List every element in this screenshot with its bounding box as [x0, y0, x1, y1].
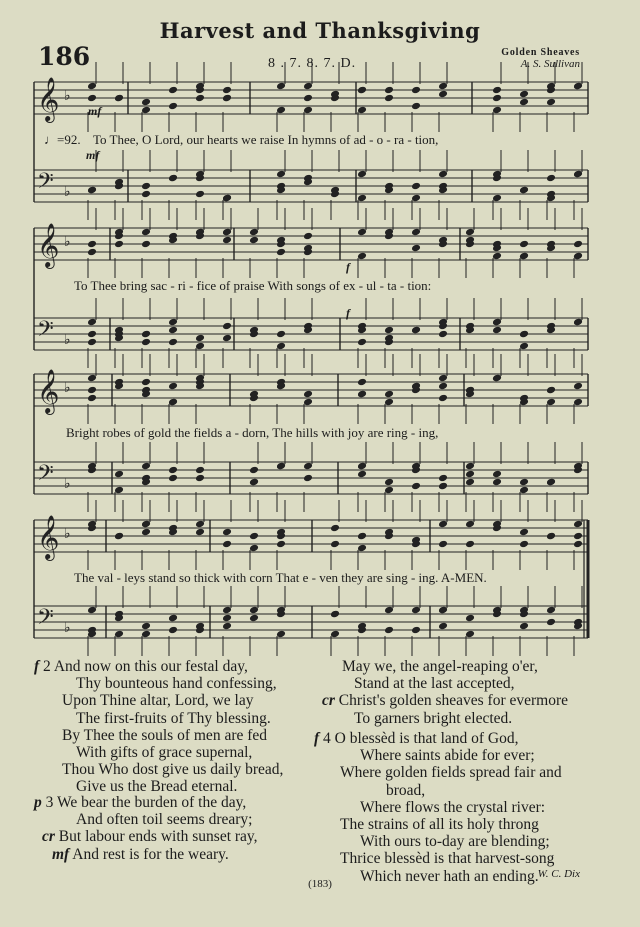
- note-head: [303, 232, 313, 241]
- note-head: [573, 240, 583, 249]
- lyric-line-2: To Thee bring sac - ri - fice of praise With songs of ex - ul - ta - tion:: [74, 278, 432, 293]
- verse-number: 2: [43, 658, 51, 675]
- note-head: [492, 106, 502, 115]
- note-head: [87, 606, 97, 615]
- bass-clef-icon: 𝄢: [37, 461, 54, 491]
- note-head: [222, 540, 232, 549]
- note-head: [357, 462, 367, 471]
- note-head: [195, 190, 205, 199]
- note-head: [384, 626, 394, 635]
- notes: [87, 62, 583, 656]
- note-head: [222, 622, 232, 631]
- note-head: [222, 228, 232, 237]
- verse-author: W. C. Dix: [537, 868, 580, 880]
- verse-line: To garners bright elected.: [354, 709, 513, 727]
- verse-line: The strains of all its holy throng: [340, 816, 539, 834]
- note-head: [330, 630, 340, 639]
- note-head: [357, 532, 367, 541]
- note-head: [438, 622, 448, 631]
- note-head: [546, 398, 556, 407]
- note-head: [276, 248, 286, 257]
- bass-clef-icon: 𝄢: [37, 169, 54, 199]
- note-head: [141, 462, 151, 471]
- verse-mark: p: [34, 794, 42, 811]
- verse-line: O blessèd is that land of God,: [334, 730, 519, 747]
- note-head: [573, 252, 583, 261]
- note-head: [357, 390, 367, 399]
- verse-line: broad,: [386, 781, 426, 799]
- verse-line: Where golden fields spread fair and: [340, 764, 562, 782]
- lyric-line-1: To Thee, O Lord, our hearts we raise In hymns of ad - o - ra - tion,: [93, 132, 439, 147]
- verse-line: With gifts of grace supernal,: [76, 744, 253, 762]
- note-head: [492, 470, 502, 479]
- note-head: [357, 338, 367, 347]
- note-head: [465, 630, 475, 639]
- note-head: [87, 186, 97, 195]
- note-head: [384, 478, 394, 487]
- note-head: [141, 98, 151, 107]
- note-head: [546, 618, 556, 627]
- note-head: [276, 342, 286, 351]
- note-head: [195, 520, 205, 529]
- flat-key-signature-icon: ♭: [64, 185, 71, 200]
- treble-clef-icon: 𝄞: [37, 223, 60, 267]
- note-head: [141, 528, 151, 537]
- hymn-title: Harvest and Thanksgiving: [159, 18, 481, 43]
- note-head: [492, 318, 502, 327]
- note-head: [411, 182, 421, 191]
- flat-key-signature-icon: ♭: [64, 621, 71, 636]
- note-head: [438, 482, 448, 491]
- dynamic-mf: mf: [88, 104, 102, 118]
- note-head: [519, 528, 529, 537]
- note-head: [465, 228, 475, 237]
- note-head: [411, 244, 421, 253]
- note-head: [222, 194, 232, 203]
- note-head: [492, 374, 502, 383]
- note-head: [303, 106, 313, 115]
- note-head: [438, 90, 448, 99]
- barlines: [34, 82, 588, 638]
- verse-mark: mf: [52, 845, 70, 863]
- note-head: [357, 106, 367, 115]
- note-head: [573, 532, 583, 541]
- verse-line: May we, the angel-reaping o'er,: [342, 658, 538, 675]
- note-head: [384, 486, 394, 495]
- note-head: [222, 94, 232, 103]
- verse-line: And often toil seems dreary;: [76, 811, 253, 829]
- verse-mark: cr: [42, 828, 55, 846]
- note-head: [276, 462, 286, 471]
- note-head: [465, 478, 475, 487]
- verse-line: And rest is for the weary.: [72, 845, 229, 863]
- note-head: [141, 520, 151, 529]
- note-head: [141, 378, 151, 387]
- note-head: [87, 386, 97, 395]
- note-head: [438, 82, 448, 91]
- note-head: [141, 240, 151, 249]
- note-head: [141, 190, 151, 199]
- note-head: [357, 252, 367, 261]
- note-head: [195, 466, 205, 475]
- note-head: [222, 86, 232, 95]
- hymn-number: 186: [38, 42, 91, 71]
- note-head: [411, 326, 421, 335]
- flat-key-signature-icon: ♭: [64, 235, 71, 250]
- note-head: [438, 520, 448, 529]
- note-head: [195, 342, 205, 351]
- note-head: [87, 94, 97, 103]
- flat-key-signature-icon: ♭: [64, 527, 71, 542]
- note-head: [249, 478, 259, 487]
- note-head: [384, 390, 394, 399]
- note-head: [276, 330, 286, 339]
- verse-number: 3: [45, 794, 54, 811]
- note-head: [141, 228, 151, 237]
- note-head: [411, 86, 421, 95]
- tune-name: Golden Sheaves: [501, 47, 580, 58]
- note-head: [546, 606, 556, 615]
- verse-line: By Thee the souls of men are fed: [62, 726, 268, 744]
- note-head: [357, 378, 367, 387]
- note-head: [87, 248, 97, 257]
- note-head: [249, 614, 259, 623]
- note-head: [222, 334, 232, 343]
- note-head: [384, 606, 394, 615]
- note-head: [573, 540, 583, 549]
- note-head: [357, 544, 367, 553]
- note-head: [114, 532, 124, 541]
- meter: 8 . 7. 8. 7. D.: [268, 56, 357, 71]
- dynamic-f-bass: f: [346, 306, 350, 320]
- page-number: (183): [308, 878, 332, 890]
- note-head: [411, 228, 421, 237]
- note-head: [519, 240, 529, 249]
- note-head: [465, 614, 475, 623]
- note-head: [438, 382, 448, 391]
- verse-line: Which never hath an ending.: [360, 867, 539, 885]
- note-head: [546, 98, 556, 107]
- note-head: [114, 630, 124, 639]
- note-head: [546, 174, 556, 183]
- note-head: [519, 252, 529, 261]
- note-head: [168, 466, 178, 475]
- note-head: [168, 174, 178, 183]
- note-head: [87, 240, 97, 249]
- note-head: [519, 478, 529, 487]
- flat-key-signature-icon: ♭: [64, 381, 71, 396]
- note-head: [303, 474, 313, 483]
- note-head: [249, 236, 259, 245]
- note-head: [222, 322, 232, 331]
- note-head: [357, 86, 367, 95]
- note-head: [114, 240, 124, 249]
- verse-line: Thou Who dost give us daily bread,: [62, 761, 284, 779]
- note-head: [519, 622, 529, 631]
- note-head: [249, 228, 259, 237]
- note-head: [411, 606, 421, 615]
- note-head: [249, 466, 259, 475]
- note-head: [141, 338, 151, 347]
- note-head: [141, 182, 151, 191]
- note-head: [276, 82, 286, 91]
- note-head: [303, 82, 313, 91]
- treble-clef-icon: 𝄞: [37, 369, 60, 413]
- verse-3-continued: [322, 658, 568, 727]
- note-head: [384, 94, 394, 103]
- note-head: [519, 342, 529, 351]
- note-head: [573, 520, 583, 529]
- note-head: [87, 338, 97, 347]
- dynamic-f: f: [346, 260, 350, 274]
- note-head: [330, 540, 340, 549]
- note-head: [438, 330, 448, 339]
- note-head: [330, 610, 340, 619]
- verse-line: We bear the burden of the day,: [56, 794, 247, 811]
- note-head: [519, 90, 529, 99]
- note-head: [438, 606, 448, 615]
- note-head: [168, 614, 178, 623]
- note-head: [87, 374, 97, 383]
- bass-clef-icon: 𝄢: [37, 317, 54, 347]
- note-head: [357, 228, 367, 237]
- note-head: [492, 252, 502, 261]
- note-head: [249, 532, 259, 541]
- dynamic-mf-bass: mf: [86, 148, 100, 162]
- note-head: [492, 194, 502, 203]
- note-head: [303, 398, 313, 407]
- note-head: [357, 470, 367, 479]
- note-head: [546, 386, 556, 395]
- note-head: [141, 106, 151, 115]
- note-head: [384, 86, 394, 95]
- verse-3: [34, 794, 258, 863]
- note-head: [168, 102, 178, 111]
- verse-line: Give us the Bread eternal.: [76, 778, 238, 796]
- note-head: [195, 94, 205, 103]
- note-head: [573, 382, 583, 391]
- flat-key-signature-icon: ♭: [64, 477, 71, 492]
- lyric-line-3: Bright robes of gold the fields a - dorn, The hills with joy are ring - ing,: [66, 425, 439, 440]
- note-head: [168, 474, 178, 483]
- note-head: [195, 528, 205, 537]
- verse-4: [314, 730, 562, 885]
- treble-clef-icon: 𝄞: [37, 515, 60, 559]
- note-head: [465, 462, 475, 471]
- verse-line: The first-fruits of Thy blessing.: [76, 709, 271, 727]
- note-head: [546, 478, 556, 487]
- note-head: [303, 462, 313, 471]
- note-head: [384, 326, 394, 335]
- note-head: [573, 82, 583, 91]
- note-head: [573, 398, 583, 407]
- note-head: [357, 170, 367, 179]
- note-head: [114, 94, 124, 103]
- verse-mark: f: [34, 658, 40, 675]
- note-head: [249, 544, 259, 553]
- note-head: [168, 382, 178, 391]
- note-head: [141, 630, 151, 639]
- note-head: [222, 614, 232, 623]
- note-head: [465, 470, 475, 479]
- note-head: [276, 170, 286, 179]
- note-head: [168, 318, 178, 327]
- note-head: [465, 520, 475, 529]
- note-head: [87, 330, 97, 339]
- verse-mark: cr: [322, 692, 335, 710]
- note-head: [411, 102, 421, 111]
- verse-line: Where flows the crystal river:: [360, 798, 546, 816]
- note-head: [141, 330, 151, 339]
- note-head: [222, 606, 232, 615]
- lyric-line-4: The val - leys stand so thick with corn That e - ven they are sing - ing. A-MEN.: [74, 570, 487, 585]
- note-head: [411, 626, 421, 635]
- tempo-mark: ♩=92.: [44, 132, 81, 147]
- note-head: [168, 326, 178, 335]
- note-head: [87, 318, 97, 327]
- note-head: [87, 82, 97, 91]
- note-head: [222, 528, 232, 537]
- note-head: [465, 540, 475, 549]
- note-head: [411, 194, 421, 203]
- note-head: [87, 394, 97, 403]
- note-head: [438, 474, 448, 483]
- note-head: [519, 98, 529, 107]
- composer: A. S. Sullivan: [520, 58, 580, 70]
- note-head: [276, 106, 286, 115]
- note-head: [330, 524, 340, 533]
- note-head: [519, 330, 529, 339]
- note-head: [384, 398, 394, 407]
- verse-line: Where saints abide for ever;: [360, 747, 535, 765]
- note-head: [114, 470, 124, 479]
- verse-mark: f: [314, 730, 320, 747]
- note-head: [249, 606, 259, 615]
- verse-line: Thy bounteous hand confessing,: [76, 675, 277, 693]
- note-head: [168, 338, 178, 347]
- verse-number: 4: [323, 730, 331, 747]
- note-head: [195, 334, 205, 343]
- note-head: [492, 478, 502, 487]
- flat-key-signature-icon: ♭: [64, 333, 71, 348]
- note-head: [276, 540, 286, 549]
- note-head: [438, 394, 448, 403]
- note-head: [195, 474, 205, 483]
- note-head: [303, 390, 313, 399]
- bass-clef-icon: 𝄢: [37, 605, 54, 635]
- note-head: [519, 540, 529, 549]
- verse-line: And now on this our festal day,: [53, 658, 248, 675]
- verse-2: [34, 658, 283, 796]
- note-head: [492, 326, 502, 335]
- note-head: [573, 318, 583, 327]
- note-head: [168, 398, 178, 407]
- note-head: [519, 186, 529, 195]
- verse-line: Upon Thine altar, Lord, we lay: [62, 692, 254, 710]
- note-head: [114, 486, 124, 495]
- verse-line: With ours to-day are blending;: [360, 833, 550, 851]
- note-head: [222, 236, 232, 245]
- note-head: [492, 94, 502, 103]
- note-head: [438, 374, 448, 383]
- note-head: [276, 630, 286, 639]
- note-head: [438, 170, 448, 179]
- verse-line: Stand at the last accepted,: [354, 675, 515, 693]
- note-head: [492, 86, 502, 95]
- note-head: [519, 486, 529, 495]
- note-head: [168, 626, 178, 635]
- note-head: [357, 194, 367, 203]
- note-head: [141, 622, 151, 631]
- verse-line: Christ's golden sheaves for evermore: [338, 692, 568, 710]
- note-head: [546, 532, 556, 541]
- note-head: [303, 94, 313, 103]
- note-head: [573, 170, 583, 179]
- note-head: [411, 482, 421, 491]
- flat-key-signature-icon: ♭: [64, 89, 71, 104]
- staff-lines: [34, 82, 588, 638]
- verse-line: But labour ends with sunset ray,: [58, 828, 258, 846]
- verse-line: Thrice blessèd is that harvest-song: [340, 850, 555, 868]
- note-head: [438, 540, 448, 549]
- treble-clef-icon: 𝄞: [37, 77, 60, 121]
- note-head: [168, 86, 178, 95]
